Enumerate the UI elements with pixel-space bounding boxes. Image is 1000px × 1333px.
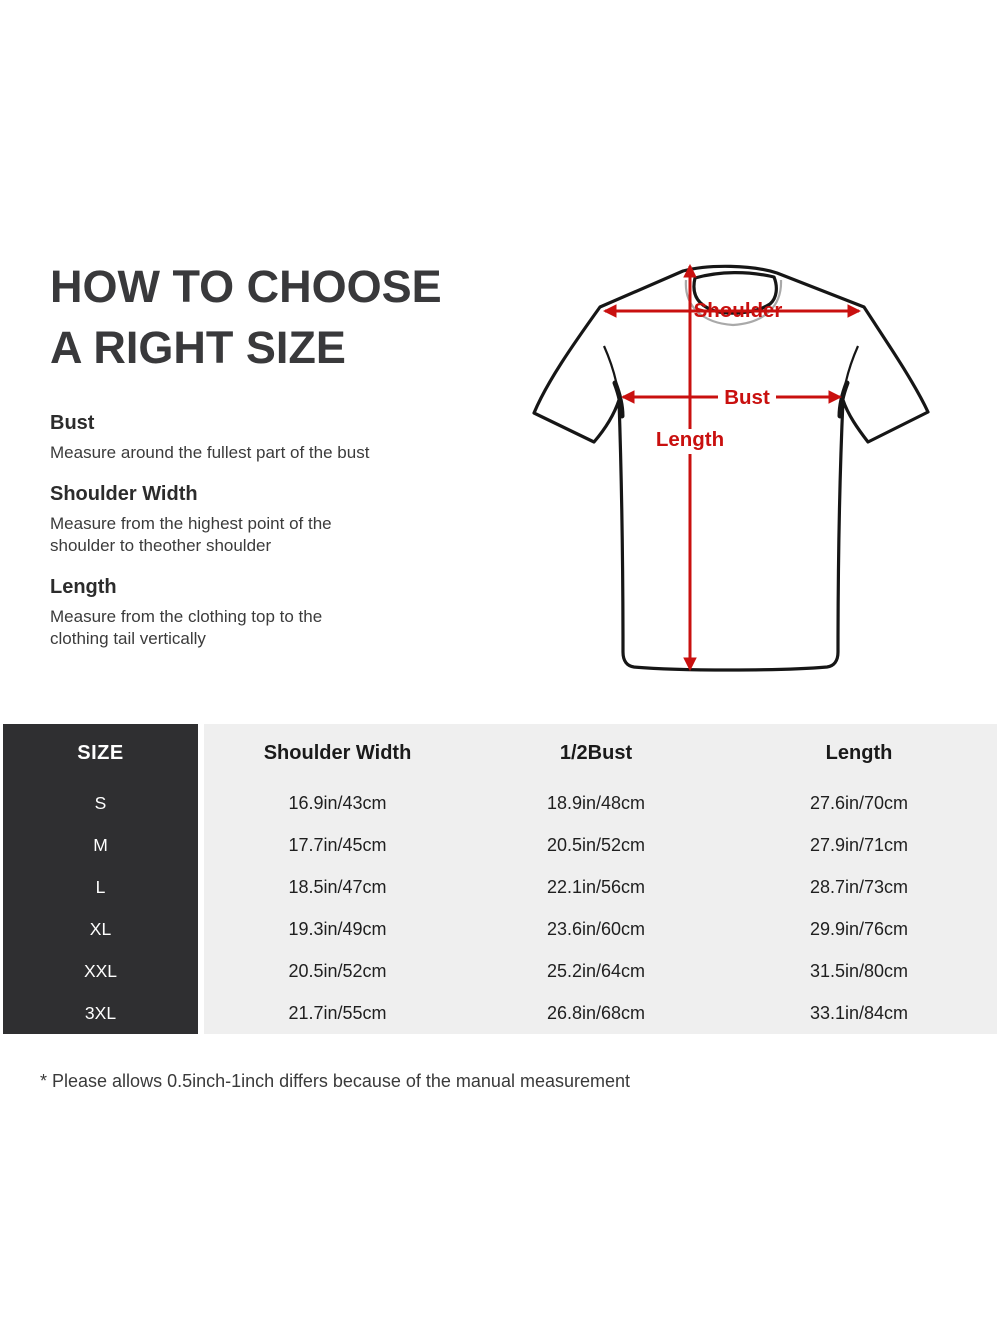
shoulder-width-value: 16.9in/43cm (204, 782, 471, 824)
tshirt-measurement-diagram (520, 250, 940, 690)
instruction-shoulder-text-line2: shoulder to theother shoulder (50, 536, 272, 555)
shoulder-width-value: 20.5in/52cm (204, 950, 471, 992)
instruction-shoulder-width (50, 483, 480, 557)
shoulder-width-value: 18.5in/47cm (204, 866, 471, 908)
table-row-xxl (3, 950, 997, 992)
size-label: 3XL (3, 992, 198, 1034)
half-bust-value: 25.2in/64cm (471, 950, 721, 992)
bust-arrow-label: Bust (724, 386, 770, 409)
half-bust-value: 26.8in/68cm (471, 992, 721, 1034)
size-label: XXL (3, 950, 198, 992)
table-row-xl (3, 908, 997, 950)
length-value: 27.6in/70cm (721, 782, 997, 824)
page-title-line2: A RIGHT SIZE (50, 322, 346, 373)
size-column-header: SIZE (3, 724, 198, 782)
page-title-line1: HOW TO CHOOSE (50, 261, 442, 312)
size-label: L (3, 866, 198, 908)
shoulder-arrow-label: Shoulder (693, 299, 783, 322)
half-bust-value: 20.5in/52cm (471, 824, 721, 866)
size-table-header-row (3, 724, 997, 782)
page-title (50, 256, 442, 378)
table-row-s (3, 782, 997, 824)
measurement-instructions (50, 412, 480, 669)
instruction-bust (50, 412, 480, 464)
instruction-shoulder-heading: Shoulder Width (50, 483, 198, 505)
shoulder-width-value: 17.7in/45cm (204, 824, 471, 866)
size-label: XL (3, 908, 198, 950)
half-bust-value: 18.9in/48cm (471, 782, 721, 824)
instruction-length (50, 576, 480, 650)
length-value: 29.9in/76cm (721, 908, 997, 950)
size-label: M (3, 824, 198, 866)
shoulder-width-value: 21.7in/55cm (204, 992, 471, 1034)
instruction-length-text-line1: Measure from the clothing top to the (50, 607, 323, 626)
length-value: 33.1in/84cm (721, 992, 997, 1034)
length-value: 31.5in/80cm (721, 950, 997, 992)
table-row-3xl (3, 992, 997, 1034)
instruction-bust-text: Measure around the fullest part of the bust (50, 443, 370, 462)
instruction-length-text-line2: clothing tail vertically (50, 629, 206, 648)
half-bust-value: 22.1in/56cm (471, 866, 721, 908)
table-row-m (3, 824, 997, 866)
shoulder-width-column-header: Shoulder Width (204, 724, 471, 782)
instruction-bust-heading: Bust (50, 412, 95, 434)
measurement-disclaimer: * Please allows 0.5inch-1inch differs because of the manual measurement (40, 1071, 631, 1091)
instruction-shoulder-text-line1: Measure from the highest point of the (50, 514, 332, 533)
table-row-l (3, 866, 997, 908)
length-column-header: Length (721, 724, 997, 782)
tshirt-outline (534, 266, 928, 670)
half-bust-value: 23.6in/60cm (471, 908, 721, 950)
size-label: S (3, 782, 198, 824)
half-bust-column-header: 1/2Bust (471, 724, 721, 782)
shoulder-width-value: 19.3in/49cm (204, 908, 471, 950)
length-value: 28.7in/73cm (721, 866, 997, 908)
length-value: 27.9in/71cm (721, 824, 997, 866)
size-table (3, 724, 997, 1034)
instruction-length-heading: Length (50, 576, 117, 598)
length-arrow-label: Length (655, 428, 725, 451)
